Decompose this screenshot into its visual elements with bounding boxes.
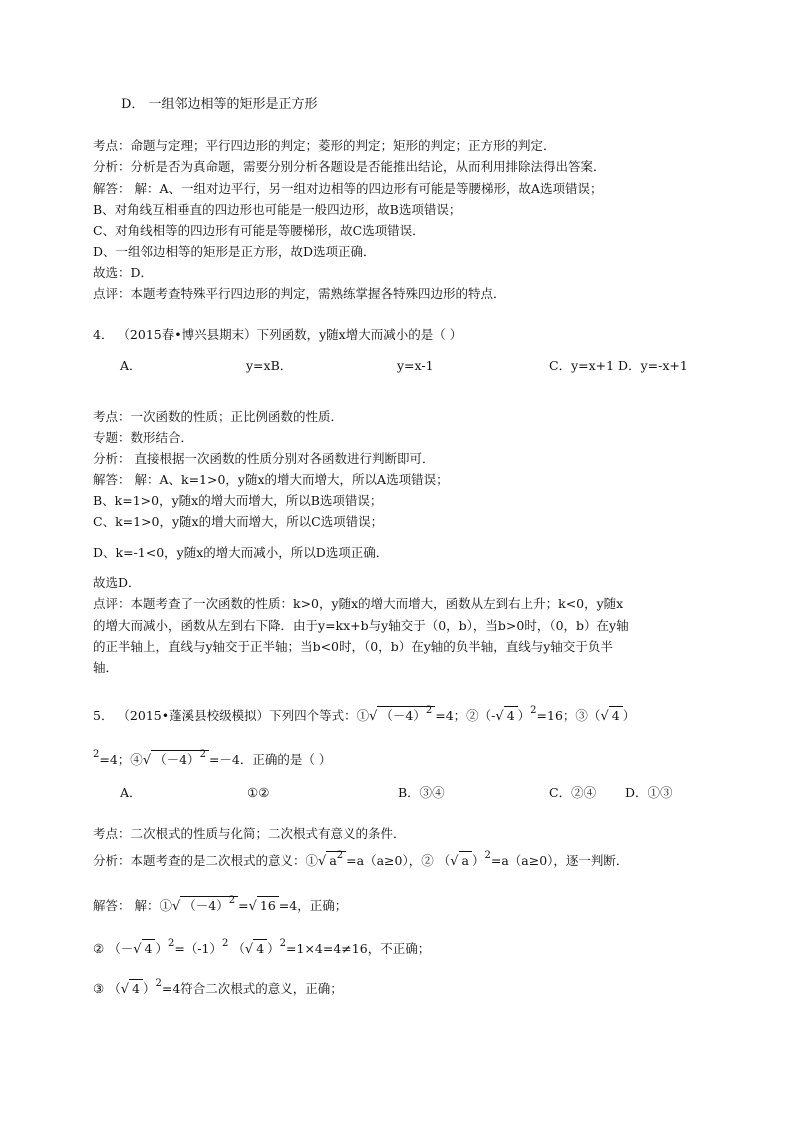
q5-fenxi-radicand-2: a	[459, 851, 472, 868]
q5-stem-line2: $^2$=4；④√ $(-4)^2 =-4$．正确的是（ ）	[93, 749, 332, 768]
q4-kaodian: 考点：一次函数的性质；正比例函数的性质．	[93, 409, 344, 424]
q5-option-a-value: ①②	[247, 785, 270, 800]
q5-stem-line1: 5． （2015•蓬溪县校级模拟）下列四个等式：①√ $(-4)^2 =4$；②（-√ 4 ）$^2$=16；③（√ 4 ）	[93, 705, 636, 724]
sqrt-sign-icon: √	[450, 854, 459, 869]
q5-fenxi: 分析：本题考查的是二次根式的意义：①√ $a^2 =a(a\ge 0)$，② （√ a ）$^2$=a（a≥0），逐一判断．	[93, 850, 629, 869]
sqrt-sign-icon: √	[600, 709, 609, 724]
q3-jieda-3: C、对角线相等的四边形有可能是等腰梯形，故C选项错误．	[93, 223, 425, 238]
q5-line2-start: =4；④	[99, 752, 143, 767]
q5-l3-radicand: 4	[129, 979, 143, 996]
q4-jieda-2: B、k=1>0，y随x的增大而增大，所以B选项错误；	[93, 493, 383, 508]
sqrt-sign-icon: √	[369, 709, 378, 724]
q5-expr4-rest: =－4．正确的是（ ）	[208, 752, 332, 767]
q3-dianping: 点评：本题考查特殊平行四边形的判定，需熟练掌握各特殊四边形的特点．	[93, 286, 506, 301]
q5-fenxi-radicand: $a^2$	[326, 851, 346, 868]
q5-jieda-prefix: 解答： 解：①	[93, 898, 172, 913]
q5-l2-radicand-2: 4	[253, 939, 267, 956]
q5-option-a-label: A．	[120, 785, 142, 800]
q5-option-d: D．①③	[625, 785, 673, 800]
q5-expr4-radicand: $(-4)^2$	[151, 750, 209, 767]
q5-l2-radicand: 4	[142, 939, 156, 956]
sqrt-sign-icon: √	[248, 899, 257, 914]
q5-jieda-3: ③ （√ 4 ）$^2$=4符合二次根式的意义，正确；	[93, 978, 343, 997]
q5-jieda-2: ② （－√ 4 ）$^2=(-1)^2$ （√ 4 ）$^2$=1×4=4≠16，不正确；	[93, 938, 431, 957]
q5-fenxi-mid1: =a（a≥0），②	[346, 853, 434, 868]
q3-fenxi: 分析：分析是否为真命题，需要分别分析各题设是否能推出结论，从而利用排除法得出答案．	[93, 159, 606, 174]
q5-jieda-1: 解答： 解：①√ $(-4)^2$ =√ 16 =4，正确；	[93, 895, 348, 914]
sqrt-sign-icon: √	[318, 854, 327, 869]
q5-expr2-radicand: 4	[504, 706, 518, 723]
sqrt-sign-icon: √	[120, 982, 130, 997]
sqrt-sign-icon: √	[171, 899, 181, 914]
q3-guxuan: 故选：D．	[93, 265, 154, 280]
sqrt-sign-icon: √	[142, 753, 152, 768]
q4-dianping-2: 的增大而减小，函数从左到右下降．由于y=kx+b与y轴交于（0，b），当b>0时，（0，b）在y轴	[93, 618, 629, 633]
q5-jieda-rest: =4，正确；	[278, 898, 348, 913]
q4-option-b-value: y=x-1	[397, 358, 434, 373]
q5-fenxi-mid2: =a（a≥0），逐一判断．	[490, 853, 629, 868]
q4-dianping-3: 的正半轴上，直线与y轴交于正半轴；当b<0时，（0，b）在y轴的负半轴，直线与y轴交于负半	[93, 639, 613, 654]
q5-l3-rest: =4符合二次根式的意义，正确；	[161, 981, 343, 996]
q5-jieda-radicand-16: 16	[257, 896, 279, 913]
q5-l2-rest: =1×4=4≠16，不正确；	[286, 941, 431, 956]
q4-jieda-3: C、k=1>0，y随x的增大而增大，所以C选项错误；	[93, 514, 384, 529]
q4-jieda-1: 解答： 解：A、k=1>0，y随x的增大而增大，所以A选项错误；	[93, 472, 449, 487]
q4-option-a-label: A．	[120, 358, 142, 373]
q4-stem: 4． （2015春•博兴县期末）下列函数，y随x增大而减小的是（ ）	[93, 327, 463, 342]
q5-option-b: B．③④	[398, 785, 445, 800]
q5-jieda-radicand: $(-4)^2$	[180, 896, 238, 913]
sqrt-sign-icon: √	[133, 942, 142, 957]
q4-options-cd: C．y=x+1 D．y=-x+1	[549, 358, 688, 373]
q5-stem-prefix: 5． （2015•蓬溪县校级模拟）下列四个等式：①	[93, 708, 370, 723]
q3-jieda-4: D、一组邻边相等的矩形是正方形，故D选项正确．	[93, 244, 376, 259]
q4-zhuanti: 专题：数形结合．	[93, 430, 194, 445]
q4-guxuan: 故选D．	[93, 575, 141, 590]
q4-option-a-value: y=xB．	[246, 358, 293, 373]
q5-expr1-radicand: $(-4)^2$	[377, 706, 435, 723]
q3-kaodian: 考点：命题与定理；平行四边形的判定；菱形的判定；矩形的判定；正方形的判定．	[93, 138, 556, 153]
q4-dianping-4: 轴．	[93, 660, 119, 675]
q4-fenxi: 分析： 直接根据一次函数的性质分别对各函数进行判断即可．	[93, 451, 435, 466]
q5-expr3-radicand: 4	[609, 706, 623, 723]
q3-jieda-2: B、对角线互相垂直的四边形也可能是一般四边形，故B选项错误；	[93, 202, 462, 217]
q5-kaodian: 考点：二次根式的性质与化简；二次根式有意义的条件．	[93, 826, 406, 841]
q5-expr1-rest: =4；②（-	[435, 708, 496, 723]
q5-option-c: C．②④	[549, 785, 597, 800]
q3-option-d: D． 一组邻边相等的矩形是正方形	[121, 97, 318, 112]
q4-dianping-1: 点评：本题考查了一次函数的性质：k>0，y随x的增大而增大，函数从左到右上升；k<0，y随x	[93, 596, 624, 611]
sqrt-sign-icon: √	[495, 709, 504, 724]
q5-expr2-tail: =16；③（	[536, 708, 601, 723]
sqrt-sign-icon: √	[244, 942, 254, 957]
q5-fenxi-prefix: 分析：本题考查的是二次根式的意义：①	[93, 853, 319, 868]
q4-jieda-4: D、k=-1<0，y随x的增大而减小，所以D选项正确．	[93, 545, 389, 560]
q3-jieda-1: 解答： 解：A、一组对边平行，另一组对边相等的四边形有可能是等腰梯形，故A选项错误；	[93, 181, 603, 196]
